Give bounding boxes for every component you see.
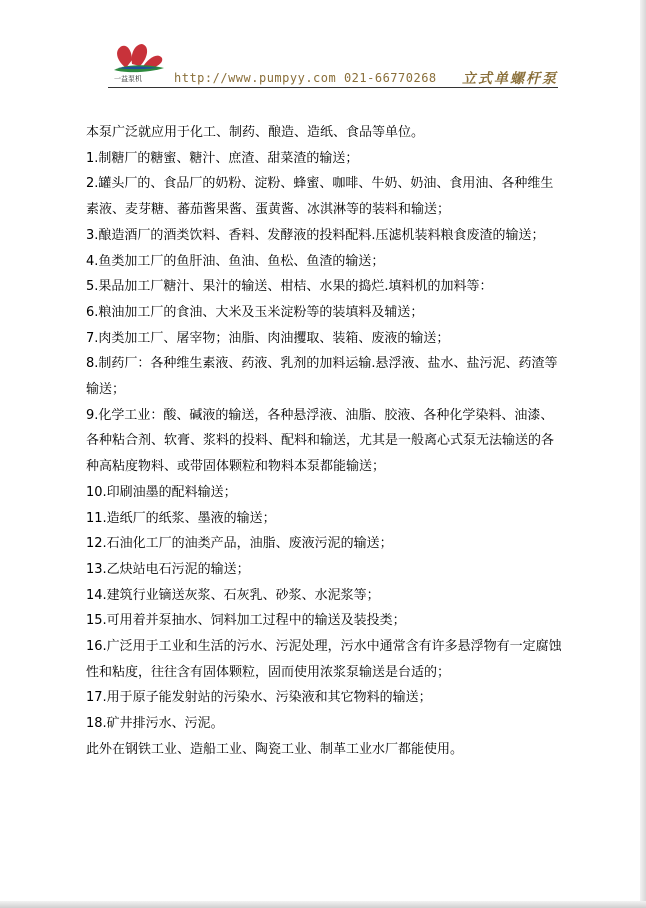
page-shadow-bottom (0, 901, 646, 908)
list-item: 10.印刷油墨的配料输送； (86, 484, 237, 500)
list-item: 14.建筑行业镝送灰浆、石灰乳、砂浆、水泥浆等； (86, 587, 380, 603)
list-item: 7.肉类加工厂、屠宰物；油脂、肉油攫取、装箱、废液的输送； (86, 330, 450, 346)
list-item: 13.乙炔站电石污泥的输送； (86, 561, 250, 577)
list-item: 17.用于原子能发射站的污染水、污染液和其它物料的输送； (86, 690, 432, 706)
header-product-name: 立式单螺杆泵 (462, 71, 558, 87)
header-divider (108, 87, 558, 88)
list-item: 12.石油化工厂的油类产品，油脂、废液污泥的输送； (86, 536, 393, 552)
list-item: 18.矿井排污水、污泥。 (86, 716, 224, 732)
list-item: 16.广泛用于工业和生活的污水、污泥处理，污水中通常含有许多悬浮物有一定腐蚀性和粘度，往往含有固体颗粒，固而使用浓浆泵输送是台适的； (86, 639, 562, 680)
list-item: 6.粮油加工厂的食油、大米及玉米淀粉等的装填料及辅送； (86, 304, 424, 320)
header-url-phone: http://www.pumpyy.com 021-66770268 (174, 71, 437, 85)
list-item: 9.化学工业：酸、碱液的输送，各种悬浮液、油脂、胶液、各种化学染料、油漆、各种粘合剂、软膏、浆料的投料、配料和输送，尤其是一般离心式泵无法输送的各种高粘度物料、或带固体颗粒和物料本泵都能输送； (86, 407, 555, 475)
list-item: 5.果品加工厂糖汁、果汁的输送、柑桔、水果的捣烂.填料机的加料等： (86, 279, 493, 295)
intro-paragraph: 本泵广泛就应用于化工、制药、酿造、造纸、食品等单位。 (86, 125, 425, 140)
page-shadow-right (640, 0, 646, 908)
list-item: 8.制药厂：各种维生素液、药液、乳剂的加料运输.悬浮液、盐水、盐污泥、药渣等输送； (86, 356, 558, 398)
list-item: 1.制糖厂的糖蜜、糖汁、庶渣、甜菜渣的输送； (86, 150, 359, 166)
list-item: 15.可用着并泵抽水、饲料加工过程中的输送及装投类； (86, 613, 406, 629)
list-item: 11.造纸厂的纸浆、墨液的输送； (86, 510, 276, 526)
list-item: 2.罐头厂的、食品厂的奶粉、淀粉、蜂蜜、咖啡、牛奶、奶油、食用油、各种维生素液、麦芽糖、蕃茄酱果酱、蛋黄酱、冰淇淋等的装料和输送； (86, 176, 554, 218)
page-header (108, 38, 558, 90)
list-item: 4.鱼类加工厂的鱼肝油、鱼油、鱼松、鱼渣的输送； (86, 253, 385, 269)
document-body (86, 120, 566, 763)
closing-paragraph: 此外在钢铁工业、造船工业、陶瓷工业、制革工业水厂都能使用。 (86, 741, 464, 757)
logo-text: 一益泵机 (114, 75, 142, 83)
list-item: 3.酿造酒厂的酒类饮料、香料、发酵液的投料配料.压滤机装料粮食废渣的输送； (86, 227, 545, 243)
